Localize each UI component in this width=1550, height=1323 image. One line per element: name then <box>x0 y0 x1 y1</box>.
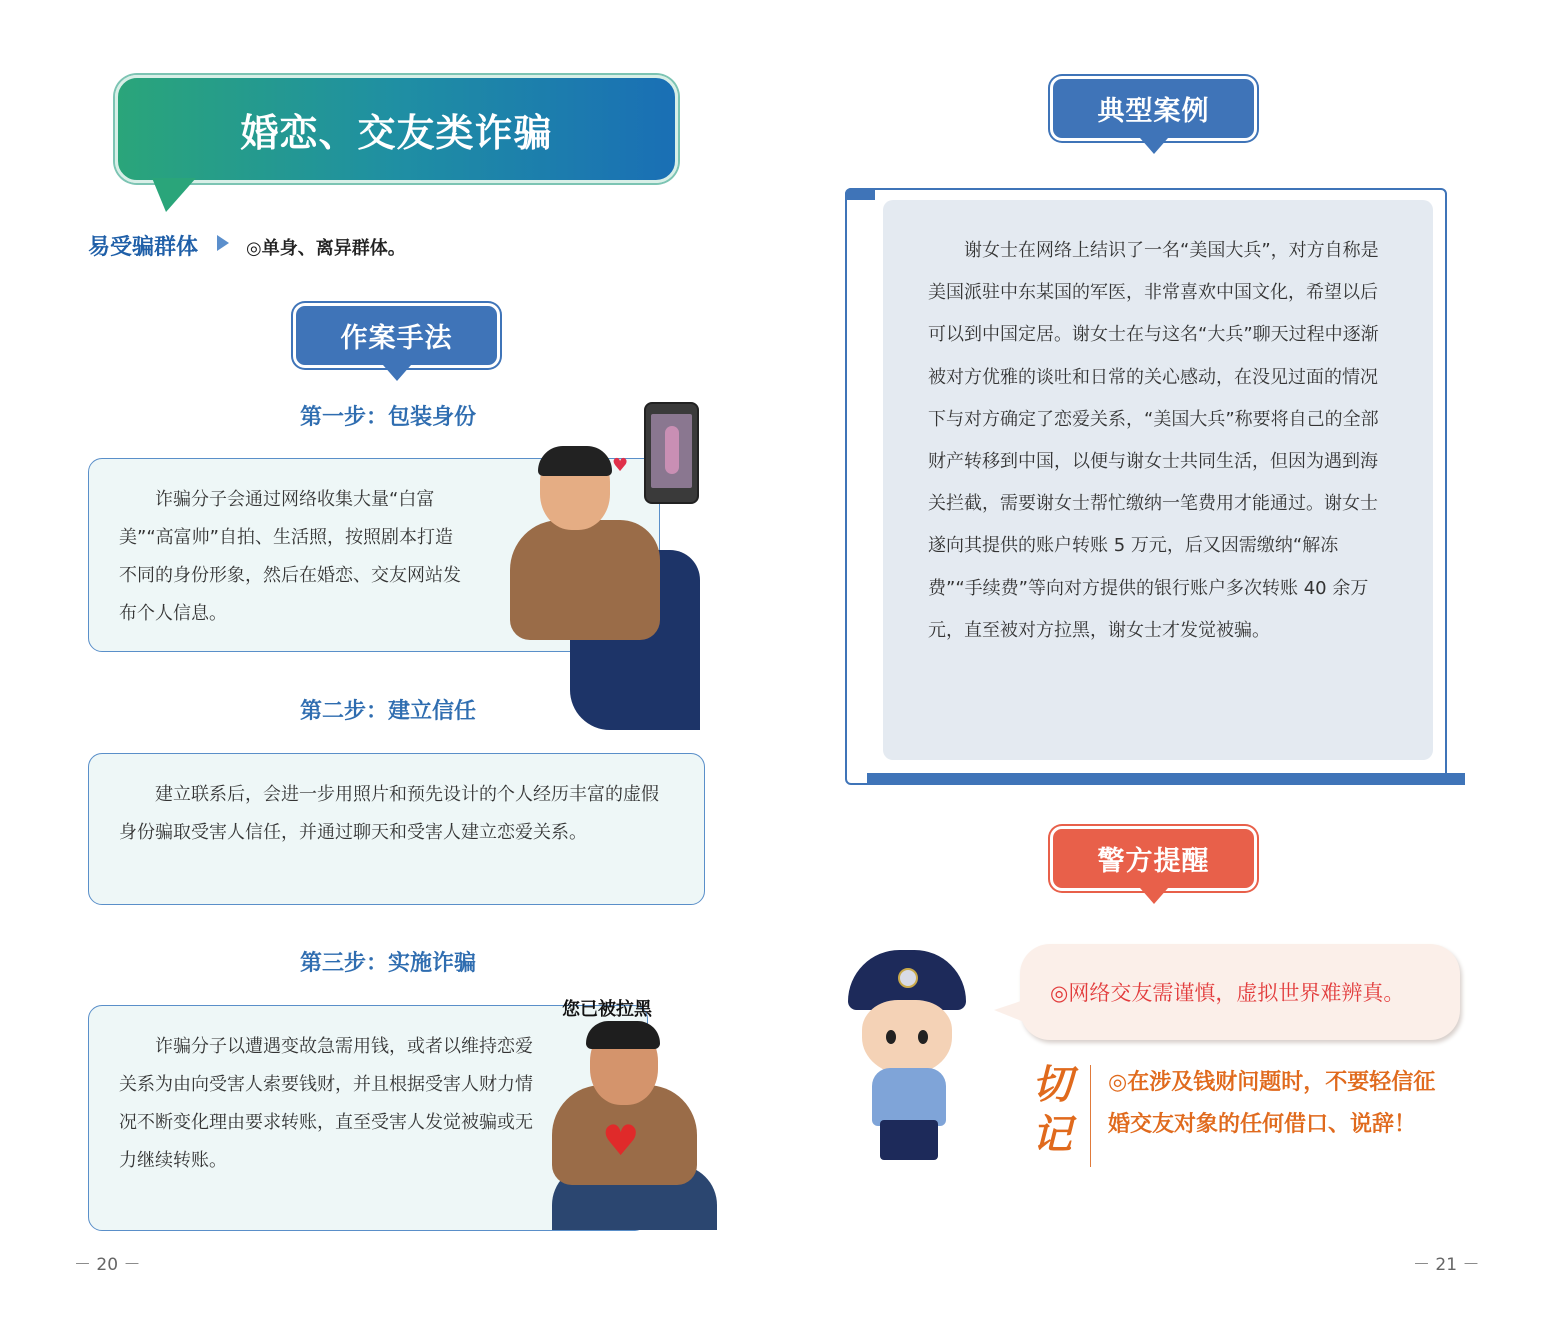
method-section-header <box>293 303 500 368</box>
case-section-title: 典型案例 <box>1097 96 1210 127</box>
page-number-right: － 21 － <box>1413 1255 1480 1275</box>
heart-icon: ♥ <box>612 455 629 476</box>
header-tail <box>1140 138 1168 154</box>
police-section-title: 警方提醒 <box>1097 846 1210 877</box>
reminder-text: ◎网络交友需谨慎，虚拟世界难辨真。 <box>1050 981 1405 1005</box>
header-tail <box>383 365 411 381</box>
step-2-prefix: 第二步： <box>300 698 389 724</box>
step-1-prefix: 第一步： <box>300 404 389 430</box>
step-3-text: 诈骗分子以遭遇变故急需用钱，或者以维持恋爱关系为由向受害人索要钱财，并且根据受害人财力情况不断变化理由要求转账，直至受害人发觉被骗或无力继续转账。 <box>119 1036 533 1171</box>
blocked-label: 您已被拉黑 <box>562 999 652 1020</box>
reminder-bubble <box>1020 944 1460 1040</box>
step-3-title <box>300 946 476 977</box>
step-2-box <box>88 753 705 905</box>
case-text: 谢女士在网络上结识了一名“美国大兵”，对方自称是美国派驻中东某国的军医，非常喜欢中国文化，希望以后可以到中国定居。谢女士在与这名“大兵”聊天过程中逐渐被对方优雅的谈吐和日常的关心感动，在没见过面的情况下与对方确定了恋爱关系，“美国大兵”称要将自己的全部财产转移到中国，以便与谢女士共同生活，但因为遇到海关拦截，需要谢女士帮忙缴纳一笔费用才能通过。谢女士遂向其提供的账户转账 5 万元，后又因需缴纳“解冻费”“手续费”等向对方提供的银行账户多次转账 40 余万元，直至被对方拉黑，谢女士才发觉被骗。 <box>928 240 1379 641</box>
header-tail <box>1140 888 1168 904</box>
police-badge-icon <box>898 968 918 988</box>
divider-line <box>1090 1065 1091 1167</box>
heartbroken-man-illustration <box>552 1025 717 1230</box>
step-3-name: 实施诈骗 <box>388 951 477 976</box>
step-1-text: 诈骗分子会通过网络收集大量“白富美”“高富帅”自拍、生活照，按照剧本打造不同的身份形象，然后在婚恋、交友网站发布个人信息。 <box>119 489 461 624</box>
method-section-title: 作案手法 <box>340 323 453 354</box>
police-section-header <box>1050 826 1257 891</box>
step-1-name: 包装身份 <box>388 405 477 430</box>
step-2-name: 建立信任 <box>388 699 477 724</box>
page-number-left: － 20 － <box>74 1255 141 1275</box>
bubble-tail <box>994 1000 1024 1022</box>
page-title: 婚恋、交友类诈骗 <box>240 109 553 155</box>
step-3-prefix: 第三步： <box>300 950 389 976</box>
step-2-text: 建立联系后，会进一步用照片和预先设计的个人经历丰富的虚假身份骗取受害人信任，并通过聊天和受害人建立恋爱关系。 <box>119 784 659 843</box>
title-banner-tail <box>152 178 196 212</box>
phone-icon <box>644 402 699 504</box>
remember-calligraphy: 切记 <box>1032 1061 1072 1158</box>
case-section-header <box>1050 76 1257 141</box>
case-content <box>883 200 1433 760</box>
play-arrow-icon <box>217 235 229 251</box>
broken-heart-icon: ♥ <box>602 1116 640 1165</box>
police-officer-illustration <box>848 950 968 1165</box>
target-group-label: 易受骗群体 <box>88 235 199 260</box>
title-banner <box>115 75 678 183</box>
warning-text: ◎在涉及钱财问题时，不要轻信征婚交友对象的任何借口、说辞！ <box>1108 1070 1436 1137</box>
step-1-title <box>300 400 476 431</box>
step-2-title <box>300 694 476 725</box>
target-group-text: ◎单身、离异群体。 <box>246 238 406 259</box>
